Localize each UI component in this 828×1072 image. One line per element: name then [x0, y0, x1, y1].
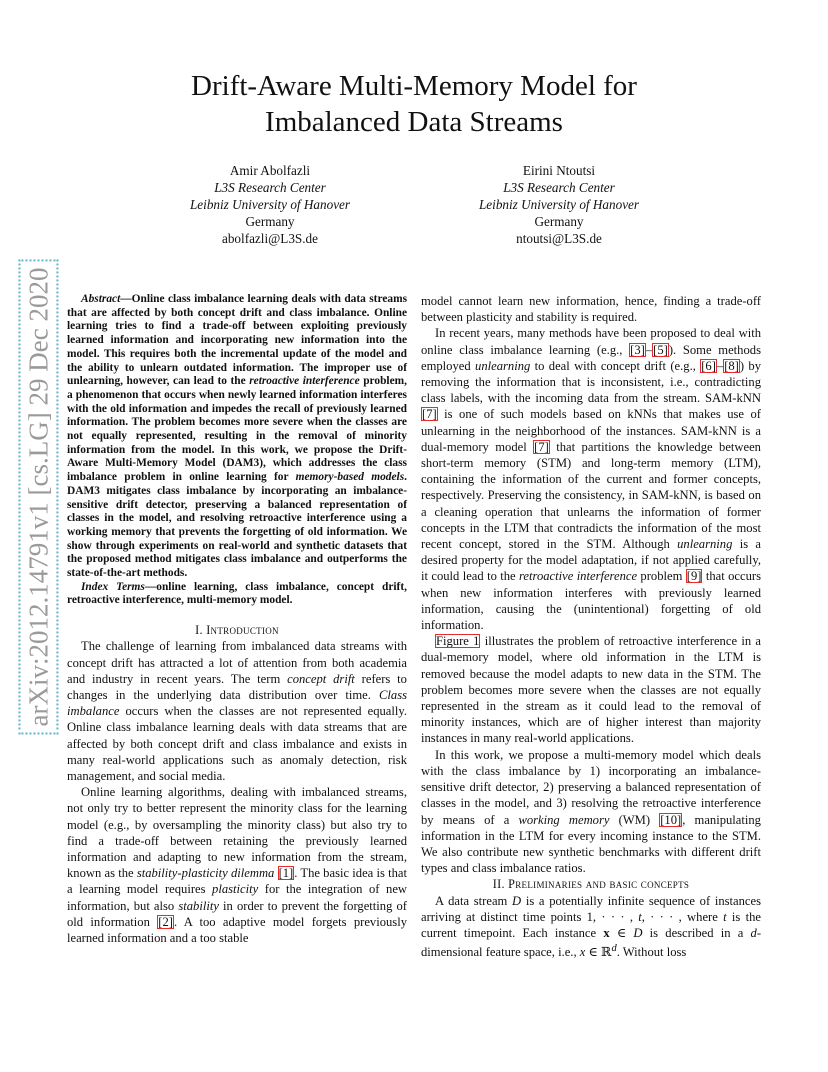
- text: to deal with concept drift (e.g.,: [530, 358, 701, 373]
- author-affiliation: L3S Research Center: [214, 180, 326, 195]
- paragraph: [67, 784, 407, 946]
- text: (WM): [609, 812, 660, 827]
- text: In this work, we propose a multi-memory model which deals with the class imbalance by 1) incorporating an imbalance-sensitive drift detector, 2) preserving a balanced representation of classes in the model, and 3) resolving the retroactive interference by means of a: [421, 747, 761, 827]
- text: problem: [637, 569, 686, 584]
- author-email[interactable]: ntoutsi@L3S.de: [516, 231, 602, 246]
- text: ∈: [609, 925, 634, 940]
- text: is the current timepoint. Each instance: [421, 909, 761, 940]
- text: . Without loss: [616, 945, 687, 960]
- paragraph: [421, 633, 761, 746]
- emphasis: working memory: [518, 812, 610, 827]
- arxiv-stamp-text: arXiv:2012.14791v1 [cs.LG] 29 Dec 2020: [18, 260, 58, 735]
- emphasis: stability-plasticity dilemma: [136, 866, 275, 881]
- text: ). Some methods employed: [421, 342, 761, 373]
- abstract-lead: Abstract: [81, 293, 121, 305]
- math-symbol: x: [603, 925, 610, 940]
- text: Online learning algorithms, dealing with imbalanced streams, not only try to better represent the minority class for the learning model (e.g., by oversampling the minority class) but also try to find a trade-off between retaining the previously learned information and adapting to new information from the stream, known as the: [67, 785, 407, 881]
- text: . The basic idea is that a learning model requires: [67, 866, 407, 897]
- text: in order to prevent the forgetting of old information: [67, 898, 407, 929]
- citation-link[interactable]: [3]: [630, 342, 645, 357]
- left-column: [67, 293, 407, 946]
- author-university: Leibniz University of Hanover: [189, 197, 351, 212]
- citation-link[interactable]: [7]: [422, 407, 437, 422]
- emphasis: retroactive interference: [519, 569, 638, 584]
- math-symbol: d: [611, 943, 617, 955]
- text: ∈ ℝ: [585, 945, 612, 960]
- citation-link[interactable]: [2]: [158, 914, 173, 929]
- index-terms: [67, 581, 407, 608]
- index-terms-text: —online learning, class imbalance, concept drift, retroactive interference, multi-memory model.: [67, 580, 407, 607]
- author-email[interactable]: abolfazli@L3S.de: [221, 231, 318, 246]
- author-block-1: [150, 162, 390, 247]
- emphasis: plasticity: [212, 882, 259, 897]
- author-name: Eirini Ntoutsi: [522, 163, 596, 178]
- math-symbol: t: [723, 909, 727, 924]
- title-line-2: Imbalanced Data Streams: [265, 106, 563, 138]
- text: –: [716, 358, 724, 373]
- paragraph: model cannot learn new information, hence, finding a trade-off between plasticity and stability is required.: [421, 294, 761, 325]
- citation-link[interactable]: [9]: [686, 569, 702, 584]
- abstract-text: . DAM3 mitigates class imbalance by incorporating an imbalance-sensitive drift detector, preserving a balanced representation of classes in the model, and resolving retroactive interference using a working memory that prevents the forgetting of old information. We show through experiments on real-world and synthetic datasets that the proposed method mitigates class imbalance and outperforms the state-of-the-art methods.: [67, 471, 407, 580]
- citation-link[interactable]: [7]: [534, 439, 549, 454]
- math-symbol: D: [633, 925, 643, 940]
- abstract-text: problem, a phenomenon that occurs when newly learned information interferes with the old information and impedes the recall of previously learned information. The problem becomes more severe when the classes are not equally represented, resulting in the removal of minority information from the model. In this work, we propose the Drift-Aware Multi-Memory Model (DAM3), which addresses the class imbalance problem in online learning for: [67, 375, 407, 484]
- text: The challenge of learning from imbalanced data streams with concept drift has attracted a lot of attention from both academia and industry in recent years. The term: [67, 639, 407, 686]
- text: is one of such models based on kNNs that makes use of unlearning in the neighborhood of the instances. SAM-kNN is a dual-memory model: [421, 407, 761, 454]
- text: , · · · , where: [641, 909, 724, 924]
- abstract-emphasis: retroactive interference: [249, 375, 360, 388]
- abstract: [67, 293, 407, 581]
- math-symbol: D: [512, 893, 522, 908]
- paragraph: [421, 747, 761, 877]
- math-symbol: t: [638, 909, 642, 924]
- text: -dimensional feature space, i.e.,: [421, 925, 762, 960]
- figure-link[interactable]: Figure 1: [436, 634, 480, 649]
- paragraph: [421, 893, 761, 961]
- text: In recent years, many methods have been proposed to deal with online class imbalance learning (e.g.,: [421, 326, 761, 357]
- emphasis: concept drift: [287, 671, 355, 686]
- paragraph: [421, 325, 761, 633]
- author-name: Amir Abolfazli: [229, 163, 311, 178]
- section-heading-introduction: I. Introduction: [195, 623, 279, 638]
- abstract-text: —Online class imbalance learning deals with data streams that are affected by both concept drift and class imbalance. Online learning tries to find a trade-off between exploiting previously learned information and incorporating new information into the model. This requires both the incremental update of the model and the ability to unlearn outdated information. The improper use of unlearning, however, can lead to the: [67, 293, 407, 388]
- abstract-emphasis: memory-based models: [295, 471, 405, 484]
- text: that occurs when new information interferes with previously learned information, causing the (unintentional) forgetting of old information.: [421, 569, 761, 633]
- text: is a potentially infinite sequence of instances arriving at distinct time points 1, · · · ,: [421, 893, 762, 924]
- text: –: [645, 342, 653, 357]
- text: for the integration of new information, but also: [67, 882, 408, 913]
- text: ) by removing the information that is inconsistent, i.e., contradicting class labels, with the incoming data from the stream. SAM-kNN: [421, 358, 762, 406]
- text: is a desired property for the model adaptation, if not applied carefully, it could lead to the: [421, 537, 761, 584]
- text: that partitions the knowledge between short-term memory (STM) and long-term memory (LTM), containing the information of the current and former concepts, respectively. Preserving the consistency, in SAM-kNN, is based on a cleaning operation that unlearns the information of former concepts in the LTM that contradicts the information of the most recent concept, stored in the STM. Although: [421, 439, 761, 552]
- emphasis: unlearning: [677, 537, 733, 552]
- text: illustrates the problem of retroactive interference in a dual-memory model, where old information in the LTM is removed because the model adapts to new data in the STM. The problem becomes more severe when the classes are not equally represented in the stream as it could lead to the removal of minority instances, which are of higher interest than majority instances in many real-world applications.: [421, 634, 762, 746]
- text: refers to changes in the underlying data distribution over time.: [67, 671, 407, 702]
- author-university: Leibniz University of Hanover: [478, 197, 640, 212]
- title-line-1: Drift-Aware Multi-Memory Model for: [191, 70, 637, 102]
- arxiv-stamp: [18, 258, 58, 736]
- text: occurs when the classes are not represented equally. Online class imbalance learning deals with data streams that are affected by both concept drift and class imbalance and exists in many real-world applications such as anomaly detection, risk management, and social media.: [67, 704, 407, 783]
- emphasis: Class imbalance: [67, 687, 407, 719]
- text: is described in a: [642, 925, 751, 940]
- citation-link[interactable]: [10]: [660, 812, 682, 827]
- author-block-2: [439, 162, 679, 247]
- text: . A too adaptive model forgets previously learned information and a too stable: [67, 914, 407, 946]
- section-heading-preliminaries: II. Preliminaries and basic concepts: [492, 877, 690, 892]
- text: A data stream: [435, 893, 513, 908]
- author-country: Germany: [534, 214, 584, 229]
- citation-link[interactable]: [6]: [701, 358, 716, 373]
- citation-link[interactable]: [1]: [278, 866, 294, 881]
- math-symbol: x: [579, 945, 586, 960]
- right-column: [421, 293, 761, 961]
- author-country: Germany: [245, 214, 295, 229]
- citation-link[interactable]: [8]: [724, 358, 739, 373]
- math-symbol: d: [750, 925, 757, 940]
- text: , manipulating information in the LTM for every incoming instance to the STM. We also contribute new synthetic benchmarks with different drift types and class imbalance ratios.: [421, 812, 761, 876]
- author-affiliation: L3S Research Center: [503, 180, 615, 195]
- emphasis: stability: [178, 898, 219, 913]
- paper-title: [0, 68, 828, 140]
- emphasis: unlearning: [475, 358, 531, 373]
- paragraph: [67, 638, 407, 784]
- index-terms-lead: Index Terms: [81, 580, 145, 593]
- citation-link[interactable]: [5]: [653, 342, 668, 357]
